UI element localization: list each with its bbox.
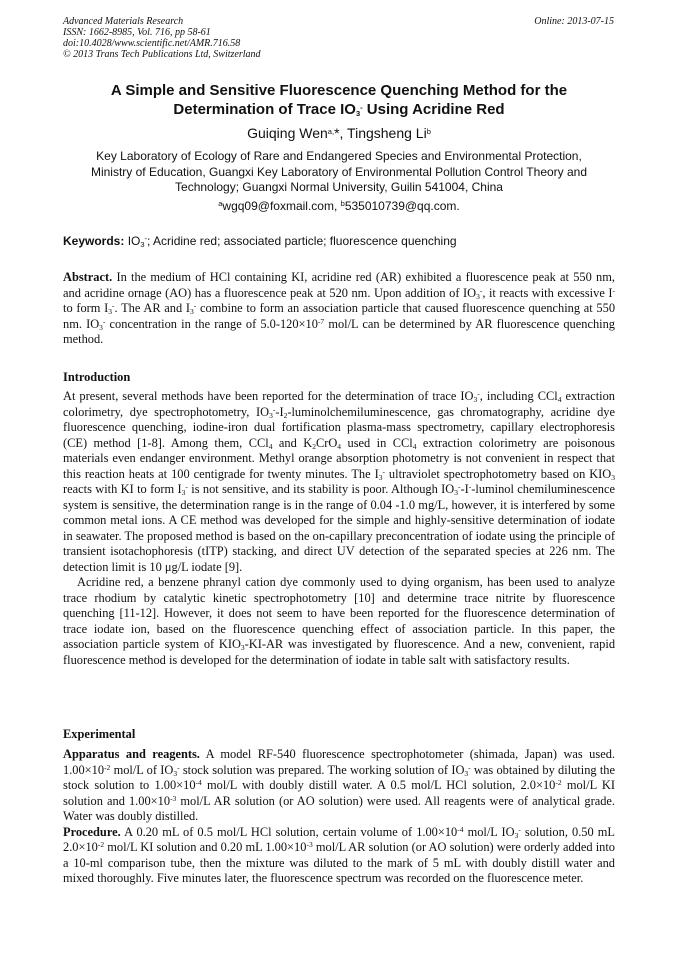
experimental-heading: Experimental xyxy=(63,727,136,741)
intro-paragraph-2: Acridine red, a benzene phranyl cation dye commonly used to dying organism, has been used to analyze trace rhodium by catalytic kinetic spectrophotometry [10] and determine trace nitrite by fluorescence quenching [11-12]. However, it does not seem to have been reported for the fluorescence determination of trace iodate ion, based on the fluorescence quenching effect of association particle. In this paper, the association particle system of $KIO_3-KI-AR$ was investigated by fluorescence. And a new, convenient, rapid fluorescence method is developed for the determination of iodate in table salt with satisfactory results. xyxy=(63,575,616,667)
author-1: Guiqing Wen xyxy=(247,125,328,141)
title-line-1: A Simple and Sensitive Fluorescence Quenching Method for the xyxy=(110,82,568,99)
procedure-label: Procedure. xyxy=(63,824,121,839)
intro-paragraph-1: At present, several methods have been reported for the determination of trace $IO_3^-$, including CCl$_4$ extraction colorimetry, dye spectrophotometry, $IO_3^--I_2$-luminolchemiluminescence, gas chromatography, acridine dye fluorescence quenching, iodine-iron dual fortification plasma-mass spectrometry, capillary electrophoresis (CE) method [1-8]. Among them, CCl$_4$ and $K_2CrO_4$ used in CCl$_4$ extraction colorimetry are poisonous materials even endanger environment. Methyl orange absorption photometry is not convenient in respect that this reaction heats at 100 centigrade for twenty minutes. The $I_3^-$ ultraviolet spectrophotometry based on $KIO_3$ reacts with KI to form $I_3^-$ is not sensitive, and its stability is poor. Although $IO_3^--I^-$-luminol chemiluminescence system is sensitive, the determination range is in the range of 0.04 -1.0 mg/L, however, it is interfered by some common metal ions. A CE method was developed for the simple and highly-sensitive determination of iodate in seawater. The proposed method is based on the on-capillary preconcentration of iodate using the principle of transient isotachophoresis (tITP) stacking, and direct UV detection of the separated species at 226 nm. The detection limit is 10 μg/L iodate [9]. xyxy=(63,389,615,574)
paper-title xyxy=(60,81,618,119)
abstract: Abstract. In the medium of HCl containing KI, acridine red (AR) exhibited a fluorescence peak at 550 nm, and acridine ornage (AO) has a fluorescence peak at 520 nm. Upon addition of $IO_3^-$, it reacts with excessive I- to form $I_3^-$. The AR and $I_3^-$ combine to form an association particle that caused fluorescence quenching at 550 nm. $IO_3^-$ concentration in the range of $5.0-120\times 10^{-7}$ mol/L can be determined by AR fluorescence quenching method. xyxy=(63,270,616,346)
copyright-line: © 2013 Trans Tech Publications Ltd, Switzerland xyxy=(63,49,261,60)
author-emails: $^a$wgq09@foxmail.com, $^b$535010739@qq.com. xyxy=(218,199,460,213)
doi-line: doi:10.4028/www.scientific.net/AMR.716.58 xyxy=(63,38,241,49)
online-date: Online: 2013-07-15 xyxy=(534,16,614,27)
corresponding-mark: * xyxy=(334,125,340,141)
procedure-paragraph: Procedure. A 0.20 mL of 0.5 mol/L HCl solution, certain volume of $1.00\times 10^{-4}$ mol/L $IO_3^-$ solution, 0.50 mL $2.0\times 10^{-2}$ mol/L KI solution and 0.20 mL $1.00\times 10^{-3}$ mol/L AR solution (or AO solution) were orderly added into a 10-ml comparison tube, then the mixture was diluted to the mark of 5 mL with doubly distill water and mixed thoroughly. Five minutes later, the fluorescence spectrum was recorded on the fluorescence meter. xyxy=(63,824,615,885)
author-2: Tingsheng Li xyxy=(347,125,427,141)
experimental-body xyxy=(63,747,615,887)
keywords-label: Keywords: xyxy=(63,234,125,248)
introduction-body xyxy=(63,389,615,668)
affiliation: Key Laboratory of Ecology of Rare and Endangered Species and Environmental Protection, Ministry of Education, Guangxi Key Laboratory of Environmental Pollution Control Theory and Technology; Guangxi Normal University, Guilin 541004, China xyxy=(90,149,588,194)
journal-header xyxy=(63,16,261,60)
title-line-2: Determination of Trace $IO_3^-$ Using Acridine Red xyxy=(173,101,505,118)
author-list: Guiqing Wen$^{a,}$*, Tingsheng Li$^b$ xyxy=(247,125,431,141)
email-link-b[interactable]: 535010739@qq.com. xyxy=(344,199,460,213)
apparatus-paragraph: Apparatus and reagents. A model RF-540 fluorescence spectrophotometer (shimada, Japan) was used. $1.00\times 10^{-2}$ mol/L of $IO_3^-$ stock solution was prepared. The working solution of $IO_3^-$ was obtained by diluting the stock solution to $1.00\times 10^{-4}$ mol/L with doubly distill water. A 0.5 mol/L HCl solution, $2.0\times 10^{-2}$ mol/L KI solution and $1.00\times 10^{-3}$ mol/L AR solution (or AO solution) were used. All reagents were of analytical grade. Water was doubly distilled. xyxy=(63,747,615,823)
keywords: Keywords: $IO_3^-$; Acridine red; associated particle; fluorescence quenching xyxy=(63,234,457,249)
apparatus-label: Apparatus and reagents. xyxy=(63,747,200,761)
email-link-a[interactable]: wgq09@foxmail.com xyxy=(222,199,334,213)
journal-name: Advanced Materials Research xyxy=(63,16,184,27)
abstract-label: Abstract. xyxy=(63,270,113,284)
issn-line: ISSN: 1662-8985, Vol. 716, pp 58-61 xyxy=(63,27,211,38)
introduction-heading: Introduction xyxy=(63,370,131,384)
